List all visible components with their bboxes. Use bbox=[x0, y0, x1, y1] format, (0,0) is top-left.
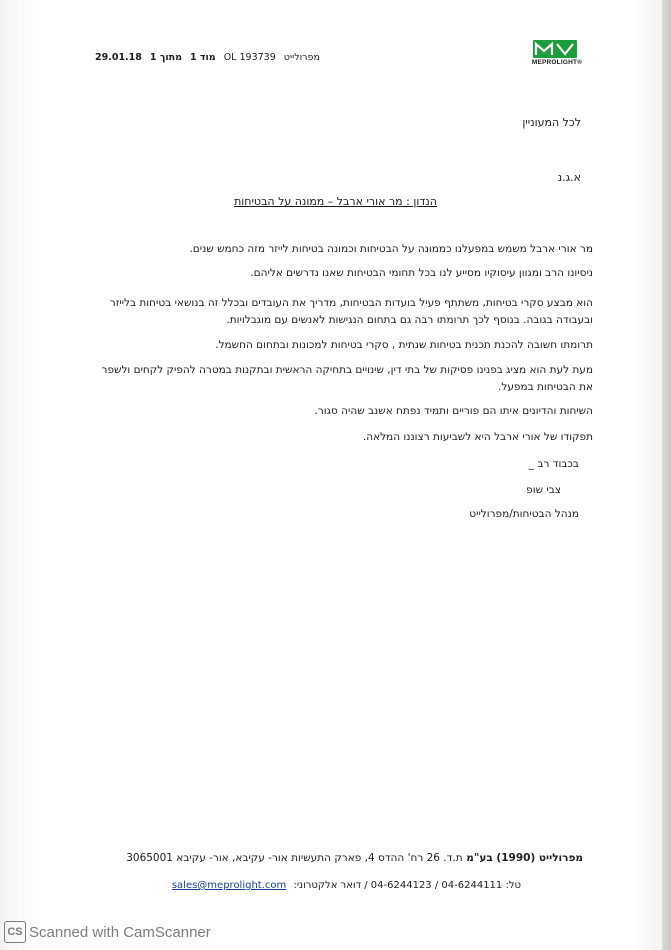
paragraph: הוא מבצע סקרי בטיחות, משתתף פעיל בועדות הבטיחות, מדריך את העובדים ובכלל זה בנושאי בטיחות בלייזר ובעבודה בגובה. בנוסף לכך תרומתו רבה גם בתחום הנגישות לאנשים עם מוגבלויות. bbox=[109, 297, 593, 326]
paragraph: ניסיונו הרב ומגוון עיסוקיו מסייע לנו בכל תחומי הבטיחות שאנו נדרשים אליהם. bbox=[250, 267, 593, 279]
closing-mark: _ bbox=[528, 458, 535, 470]
paragraph: מר אורי ארבל משמש במפעלנו כממונה על הבטיחות וכמונה בטיחות לייזר מזה כחמש שנים. bbox=[189, 243, 593, 255]
paragraph: השיחות והדיונים איתו הם פוריים ותמיד נפתח אשנב שהיה סגור. bbox=[314, 405, 593, 417]
paragraph: תרומתו חשובה להכנת תכנית בטיחות שנתית , סקרי בטיחות למכונות ובתחום החשמל. bbox=[215, 339, 593, 351]
doc-number: OL 193739 bbox=[223, 52, 276, 63]
meprolight-logo bbox=[528, 40, 586, 70]
greeting: א.ג.נ bbox=[557, 171, 581, 184]
watermark-text: Scanned with CamScanner bbox=[29, 923, 211, 941]
page-of: מתוך 1 bbox=[149, 52, 182, 63]
footer-contact bbox=[172, 880, 521, 891]
footer-address-text: ת.ד. 26 רח' ההדס 4, פארק התעשיות אור- עקיבא, אור- עקיבא 3065001 bbox=[126, 852, 463, 864]
logo-text: MEPROLIGHT® bbox=[531, 59, 583, 66]
subject-line bbox=[0, 195, 671, 208]
page-edge-shadow bbox=[662, 0, 671, 950]
addressee: לכל המעוניין bbox=[522, 116, 581, 129]
footer-email-link[interactable]: sales@meprolight.com bbox=[171, 880, 287, 891]
closing-text: בכבוד רב bbox=[537, 458, 579, 470]
footer-company: מפרולייט (1990) בע"מ bbox=[466, 852, 583, 864]
camscanner-watermark bbox=[4, 920, 211, 944]
meprolight-logo-icon bbox=[533, 40, 577, 58]
subject-text: הנדון : מר אורי ארבל – ממונה על הבטיחות bbox=[234, 195, 437, 208]
paragraph: מעת לעת הוא מציג בפנינו פסיקות של בתי דין, שינויים בתחיקה הראשית ובתקנות במטרה להפיק לקחים ולשפר את הבטיחות במפעל. bbox=[101, 364, 593, 393]
footer-address bbox=[126, 852, 583, 864]
closing bbox=[529, 458, 579, 470]
footer-contact-text: טל: 04-6244111 / 04-6244123 / דואר אלקטרוני: bbox=[293, 880, 521, 891]
revision: מוד 1 bbox=[190, 52, 216, 63]
doc-name: מפרולייט bbox=[283, 52, 320, 63]
document-date: 29.01.18 bbox=[95, 52, 142, 63]
signer-name: צבי שופ bbox=[526, 484, 561, 496]
paragraph: תפקודו של אורי ארבל היא לשביעות רצוננו המלאה. bbox=[362, 431, 593, 443]
signer-title: מנהל הבטיחות/מפרולייט bbox=[469, 508, 579, 520]
camscanner-icon: CS bbox=[4, 921, 26, 943]
document-reference bbox=[90, 52, 330, 63]
